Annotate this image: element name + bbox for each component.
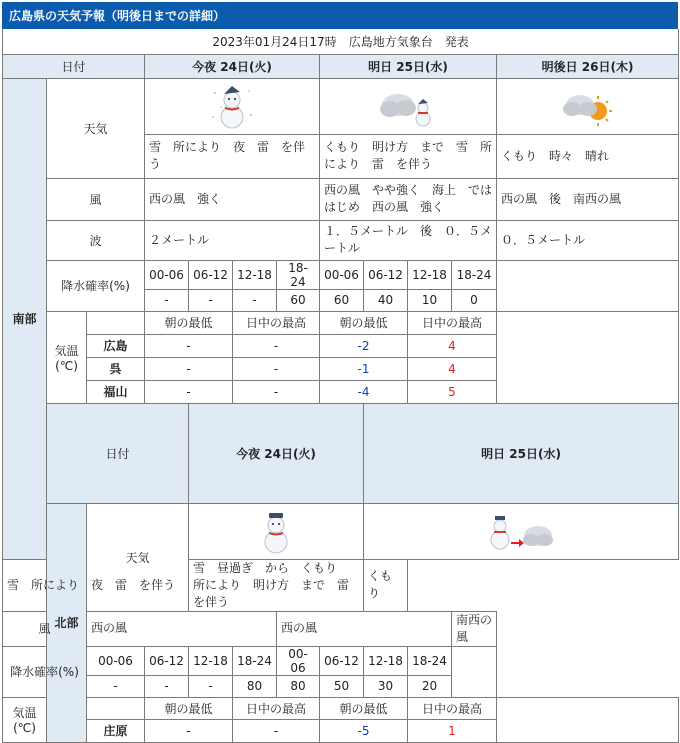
pop-label: 降水確率(%) (3, 646, 87, 697)
issued-line: 2023年01月24日17時 広島地方気象台 発表 (3, 29, 679, 54)
pop-slot: 18-24 (233, 646, 277, 675)
pop-slot: 06-12 (189, 260, 233, 289)
south-wind-today: 西の風 強く (145, 178, 320, 220)
pop-slot: 00-06 (277, 646, 320, 675)
pop-value: 80 (233, 675, 277, 697)
cloud-sun-icon (497, 78, 679, 134)
south-wave-tomorrow: １．５メートル 後 ０．５メートル (320, 220, 497, 260)
pop-value: 10 (408, 289, 452, 311)
snowman-icon (145, 78, 320, 134)
north-date-header (3, 403, 679, 503)
pop-value: 60 (277, 289, 320, 311)
south-weather-dayafter: くもり 時々 晴れ (497, 134, 679, 178)
pop-slot: 12-18 (408, 260, 452, 289)
morning-min-header: 朝の最低 (145, 697, 233, 719)
pop-value: 40 (364, 289, 408, 311)
north-wind-dayafter: 南西の風 (452, 611, 497, 646)
south-pop-dayafter-empty (497, 260, 679, 311)
pop-value: 20 (408, 675, 452, 697)
cloud-snowman-icon (320, 78, 497, 134)
weather-label: 天気 (47, 78, 145, 178)
forecast-panel (2, 2, 678, 743)
snowman-to-cloud-icon (364, 503, 679, 559)
date-label: 日付 (3, 54, 145, 78)
day-max-header: 日中の最高 (233, 697, 320, 719)
wind-label: 風 (3, 611, 87, 646)
header-tomorrow: 明日 25日(水) (320, 54, 497, 78)
region-north: 北部 (47, 503, 87, 742)
pop-value: - (189, 675, 233, 697)
temp-tomorrow-max: 4 (408, 357, 497, 380)
temp-tomorrow-max: 4 (408, 334, 497, 357)
date-label: 日付 (47, 403, 189, 503)
north-weather-today: 雪 所により 夜 雷 を伴う (3, 559, 189, 611)
temp-today-max: - (233, 357, 320, 380)
header-dayafter: 明後日 26日(木) (497, 54, 679, 78)
temp-city-header-empty (87, 311, 145, 334)
north-pop-dayafter-empty (452, 646, 497, 697)
day-max-header: 日中の最高 (408, 697, 497, 719)
pop-slot: 00-06 (320, 260, 364, 289)
pop-slot: 00-06 (87, 646, 145, 675)
pop-slot: 18-24 (452, 260, 497, 289)
temp-today-min: - (145, 380, 233, 403)
pop-slot: 18-24 (277, 260, 320, 289)
pop-value: - (87, 675, 145, 697)
snowman-icon (189, 503, 364, 559)
pop-value: - (189, 289, 233, 311)
city-name: 呉 (87, 357, 145, 380)
pop-slot: 06-12 (364, 260, 408, 289)
pop-value: 30 (364, 675, 408, 697)
pop-value: - (145, 289, 189, 311)
south-wind-dayafter: 西の風 後 南西の風 (497, 178, 679, 220)
south-wave-today: ２メートル (145, 220, 320, 260)
pop-value: - (233, 289, 277, 311)
pop-slot: 12-18 (364, 646, 408, 675)
north-wind-today: 西の風 (87, 611, 277, 646)
header-today: 今夜 24日(火) (189, 403, 364, 503)
wind-label: 風 (47, 178, 145, 220)
day-max-header: 日中の最高 (233, 311, 320, 334)
temp-today-max: - (233, 334, 320, 357)
south-wind-tomorrow: 西の風 やや強く 海上 では はじめ 西の風 強く (320, 178, 497, 220)
temp-tomorrow-max: 1 (408, 719, 497, 742)
south-temp-dayafter-empty (497, 311, 679, 403)
pop-slot: 12-18 (189, 646, 233, 675)
pop-slot: 06-12 (145, 646, 189, 675)
page-title: 広島県の天気予報（明後日までの詳細） (2, 2, 678, 29)
header-tomorrow: 明日 25日(水) (364, 403, 679, 503)
north-weather-dayafter: くもり (364, 559, 408, 611)
temp-label: 気温(℃) (47, 311, 87, 403)
pop-slot: 00-06 (145, 260, 189, 289)
pop-slot: 06-12 (320, 646, 364, 675)
day-max-header: 日中の最高 (408, 311, 497, 334)
pop-value: 60 (320, 289, 364, 311)
temp-today-min: - (145, 334, 233, 357)
temp-tomorrow-min: -4 (320, 380, 408, 403)
temp-tomorrow-min: -5 (320, 719, 408, 742)
morning-min-header: 朝の最低 (320, 311, 408, 334)
city-name: 庄原 (87, 719, 145, 742)
pop-value: 50 (320, 675, 364, 697)
morning-min-header: 朝の最低 (145, 311, 233, 334)
temp-tomorrow-min: -1 (320, 357, 408, 380)
region-south: 南部 (3, 78, 47, 559)
north-weather-tomorrow: 雪 昼過ぎ から くもり 所により 明け方 まで 雷 を伴う (189, 559, 364, 611)
north-wind-tomorrow: 西の風 (277, 611, 452, 646)
pop-value: - (145, 675, 189, 697)
pop-slot: 18-24 (408, 646, 452, 675)
pop-value: 0 (452, 289, 497, 311)
temp-today-max: - (233, 380, 320, 403)
temp-tomorrow-min: -2 (320, 334, 408, 357)
morning-min-header: 朝の最低 (320, 697, 408, 719)
south-weather-today: 雪 所により 夜 雷 を伴う (145, 134, 320, 178)
wave-label: 波 (47, 220, 145, 260)
south-date-header (3, 54, 679, 78)
city-name: 福山 (87, 380, 145, 403)
city-name: 広島 (87, 334, 145, 357)
temp-label: 気温(℃) (3, 697, 47, 742)
pop-label: 降水確率(%) (47, 260, 145, 311)
temp-today-max: - (233, 719, 320, 742)
south-weather-tomorrow: くもり 明け方 まで 雪 所により 雷 を伴う (320, 134, 497, 178)
south-wave-dayafter: ０．５メートル (497, 220, 679, 260)
header-today: 今夜 24日(火) (145, 54, 320, 78)
temp-tomorrow-max: 5 (408, 380, 497, 403)
pop-value: 80 (277, 675, 320, 697)
temp-today-min: - (145, 357, 233, 380)
weather-label: 天気 (87, 503, 189, 611)
forecast-table (2, 29, 679, 743)
pop-slot: 12-18 (233, 260, 277, 289)
temp-city-header-empty (87, 697, 145, 719)
north-temp-dayafter-empty (497, 697, 679, 742)
temp-today-min: - (145, 719, 233, 742)
